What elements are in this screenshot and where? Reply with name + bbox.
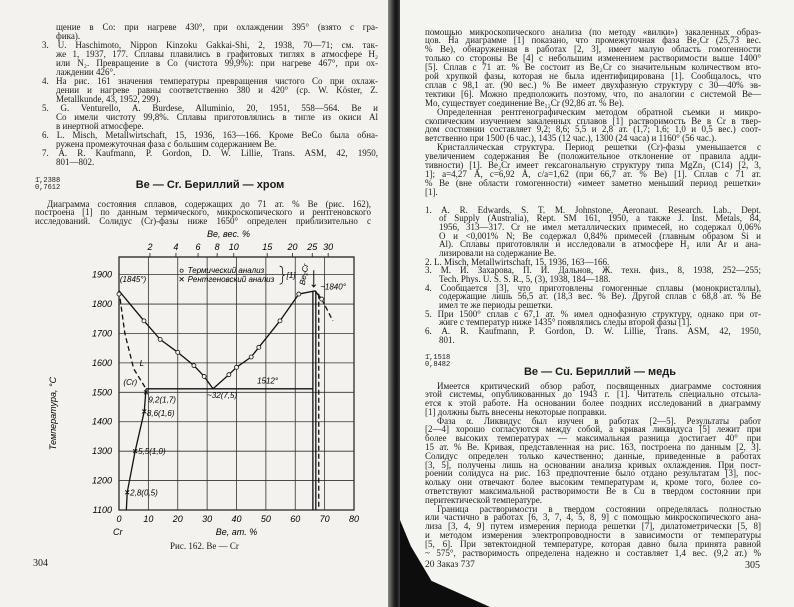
text-line: лиза [3, 4, 9] путем измерения периода решетки [7], дилатометрически [5, 8]	[425, 521, 761, 532]
text-line: 7. A. R. Kaufmann, P. Gordon, D. W. Lillie, Trans. ASM, 42, 1950,	[42, 148, 378, 158]
text-line: 3. U. Haschimoto, Nippon Kinzoku Gakkai-Shi, 2, 1938, 70—71; см. так-	[42, 40, 378, 50]
code-line: 0,7612	[35, 184, 61, 192]
x-tick-label: 70	[319, 514, 330, 524]
text-line: дом состоянии составляет 9,2; 8,6; 5,5 и 2,8 ат. (1,7; 1,6; 1,0 и 0,5 вес.) соот-	[425, 124, 761, 135]
footer-signature: 20 Заказ 737	[425, 560, 475, 570]
text-line: помощью микроскопического анализа (по методу «вилки») закаленных образ-	[425, 26, 761, 37]
text-line: 3. М. И. Захарова, П. И. Дальнов, Ж. техн. физ., 8, 1938, 252—255;	[425, 265, 761, 276]
text-line: увеличением содержания Be (положительное отклонение от правила адди-	[425, 151, 761, 162]
text-line: of Supply (Australia), Rept. SM 161, 1950, а также J. Inst. Metals, 84,	[439, 213, 761, 224]
y-tick-label: 1500	[91, 387, 112, 398]
phase-diagram	[0, 225, 392, 555]
text-line: 5. G. Venturello, A. Burdese, Alluminio, 20, 1951, 558—564. Be и	[42, 103, 378, 113]
y-axis-title: Температура, °C	[48, 376, 58, 451]
x2-tick-label: 15	[262, 242, 273, 252]
right-page	[400, 0, 794, 607]
text-line: же 1, 1937, 177. Сплавы плавились в графитовых тиглях в атмосфере H₂	[56, 49, 378, 59]
text-line: перитектической температуре.	[425, 494, 543, 505]
code-line: 1̄,1518	[425, 354, 451, 362]
text-line: 5. При 1500° сплав с 67,1 ат. % имел однофазную структуру, однако при от-	[425, 308, 761, 319]
text-line: Диаграмма состояния сплавов, содержащих до 71 ат. % Be (рис. 162),	[47, 199, 371, 209]
text-line: кольку они отвечают более высоким температурам и, кроме того, более со-	[425, 477, 761, 488]
annotation: (1845°)	[119, 275, 147, 285]
text-line: в инертной атмосфере.	[56, 121, 144, 131]
text-line: Фаза α. Ликвидус был изучен в работах [2—5]. Результаты работ	[437, 415, 761, 426]
text-line: исследований. Солидус (Cr)-фазы ниже 1650° определен приблизительно с	[35, 215, 371, 226]
series-liquidus-left	[119, 291, 213, 389]
series-liquidus-extension	[322, 299, 333, 321]
text-line: [1].	[425, 186, 438, 197]
legend-reference: [1]	[286, 271, 296, 281]
text-line: Co имели чистоту 99,8%. Сплавы приготовлялись в тигле из окиси Al	[56, 112, 378, 122]
x2-tick-label: 4	[173, 242, 179, 252]
page-number: 305	[745, 560, 760, 571]
code-line: 0,8482	[425, 361, 451, 369]
thermal-analysis-point	[158, 337, 162, 341]
text-line: 6. L. Misch, Metallwirtschaft, 15, 1936, 163—166. Кроме BeCo была обна-	[42, 130, 378, 140]
page-number: 304	[33, 558, 48, 569]
text-line: 4. Сообщается [3], что приготовлены гомогенные сплавы (монокристаллы),	[425, 282, 761, 293]
left-page	[0, 0, 392, 607]
text-line: [5, 6]. При эвтектоидной температуре, которая давно была принята равной	[425, 538, 761, 549]
text-line: 15 ат. % Be. Кривая, представленная на рис. 163, построена по данным [2, 3].	[425, 442, 761, 453]
y-tick-label: 1200	[91, 475, 112, 486]
text-line: имел те же периоды решетки.	[439, 299, 553, 310]
thermal-analysis-point	[227, 373, 231, 377]
y-tick-label: 1400	[91, 416, 112, 427]
x-tick-label: 30	[202, 514, 213, 524]
text-line: и методом измерения электропроводности в зависимости от температуры	[425, 530, 761, 541]
annotation: ~32(7,5)	[207, 391, 238, 401]
text-line: 2. L. Misch, Metallwirtschaft, 15, 1936, 163—166.	[425, 256, 610, 267]
x-tick-label: 80	[348, 514, 360, 524]
thermal-analysis-point	[257, 345, 261, 349]
text-line: лаждении 426°.	[56, 67, 116, 77]
text-line: лизировали на содержание Be.	[439, 247, 557, 258]
text-line: % Be), обнаруженная в работах [2, 3], имеет малую область гомогенности	[425, 44, 761, 55]
text-line: щение в Co: при нагреве 430°, при охлаждении 395° (взято с гра-	[56, 22, 378, 32]
section-title: Be — Cu. Бериллий — медь	[523, 366, 677, 378]
intro-paragraph	[35, 200, 371, 225]
text-line: [2—4] хорошо согласуются между собой, а кривая ликвидуса [5] лежит при	[425, 424, 761, 435]
figure-caption: Рис. 162. Be — Cr	[170, 541, 239, 551]
arrow-icon	[312, 270, 316, 287]
thermal-analysis-point	[142, 319, 146, 323]
thermal-analysis-point	[176, 350, 180, 354]
legend-thermal-marker	[180, 269, 183, 272]
annotation: 5,5(1,0)	[138, 447, 166, 457]
code-line: 1̄,2388	[35, 177, 61, 185]
text-line: скопическим изучением закаленных сплавов [1] растворимость Be в Cr в твер-	[425, 115, 761, 126]
text-line: [1] должны быть внесены некоторые поправки.	[425, 406, 607, 417]
legend-brace	[280, 266, 285, 284]
y-tick-label: 1900	[91, 269, 112, 280]
thermal-analysis-point	[297, 292, 301, 296]
x-origin-label: Cr	[113, 527, 123, 537]
x2-tick-label: 10	[228, 242, 239, 252]
text-line: 801—802.	[56, 157, 95, 167]
annotation: 2,8(0,5)	[130, 488, 158, 498]
y-tick-label: 1300	[91, 446, 112, 457]
text-line: O и <0,001% N; Be содержал 0,84% примесей (главным образом Si и	[439, 230, 761, 241]
text-line: ружена промежуточная фаза с большим содержанием Be.	[56, 139, 277, 149]
x2-tick-label: 30	[323, 242, 334, 252]
section-code	[425, 355, 450, 369]
x-tick-label: 10	[143, 514, 154, 524]
text-line: Al). Сплавы приготовляли и исследовали в атмосфере H₂ или Ar и ана-	[439, 239, 761, 250]
text-line: только со стороны Be [4] с небольшим изменением растворимости выше 1400°	[425, 53, 761, 64]
text-line: Кристаллическая структура. Период решетки (Cr)-фазы уменьшается с	[437, 142, 761, 153]
x2-axis-title: Be, вес. %	[207, 229, 250, 239]
annotation: 1512°	[257, 376, 279, 386]
text-line: 1956, 313—317. Cr не имел металлических примесей, но содержал 0,06%	[439, 221, 761, 232]
text-line: Солидус определен только качественно; данные, приведенные в работах	[425, 450, 761, 461]
legend-xray-marker	[180, 277, 184, 281]
legend-entry: Термический анализ	[187, 266, 265, 276]
text-line: 801.	[439, 334, 455, 345]
y-tick-label: 1700	[91, 328, 112, 339]
text-line: более высоких температурах — максимальная разница достигает 40° при	[425, 433, 761, 444]
text-line: 6. A. R. Kaufmann, P. Gordon, D. W. Lillie, Trans. ASM, 42, 1950,	[425, 325, 761, 336]
series-solidus-Cr	[119, 291, 146, 389]
section-title: Be — Cr. Бериллий — хром	[135, 179, 285, 191]
text-line: или частично в работах [6, 3, 7, 4, 5, 8, 9] с помощью микроскопического ана-	[425, 512, 761, 523]
text-line: тектики [6]. Можно предположить поэтому, что, по аналогии с системой Be—	[425, 88, 761, 99]
text-line: фика).	[56, 31, 81, 41]
text-line: ется к этой работе. На основании более поздних исследований в диаграмму	[425, 398, 761, 409]
x-tick-label: 0	[116, 514, 122, 524]
text-line: 1. A. R. Edwards, S. T. M. Johnstone, Aeronaut. Research. Lab., Dept.	[425, 204, 761, 215]
x-tick-label: 20	[172, 514, 183, 524]
text-line: Граница растворимости в твердом состоянии определялась полностью	[437, 503, 761, 514]
text-line: Определенная рентгенографическим методом обратной съемки и микро-	[437, 106, 761, 117]
text-line: % Be (вне области гомогенности) «имеет заметно меньший период решетки»	[425, 177, 761, 188]
legend-entry: Рентгеновский анализ	[187, 275, 275, 285]
text-line: 4. На рис. 161 значения температуры превращения чистого Co при охлаж-	[42, 76, 378, 86]
text-line: роении солидуса на рис. 163 предпочтение было отдано результатам [3], пос-	[425, 468, 761, 479]
x2-tick-label: 6	[195, 242, 201, 252]
section-code	[35, 178, 60, 192]
left-references-block	[42, 23, 378, 167]
right-text-block	[425, 382, 761, 558]
thermal-analysis-point	[320, 297, 324, 301]
right-references-block	[425, 206, 761, 345]
annotation: (Cr)	[123, 377, 138, 387]
text-line: дении и нагреве равны соответственно 380 и 420° (ср. W. Köster, Z.	[56, 85, 378, 95]
text-line: построена [1] по данным термического, микроскопического и рентгеновского	[35, 207, 371, 218]
text-line: сплав с 98,1 ат. (90 вес.) % Be имеет двухфазную структуру с 30—40% эв-	[425, 79, 761, 90]
text-line: ~ 575°, растворимость определена надежно и составляет 1,4 вес. (9,2 ат.) %	[425, 547, 761, 558]
annotation: ~1840°	[320, 282, 346, 292]
thermal-analysis-point	[117, 292, 121, 296]
x2-tick-label: 2	[147, 242, 153, 252]
text-line: ветственно при 1500 (6 час.), 1435 (12 час.), 1300 (24 часа) и 1160° (56 час.).	[425, 133, 717, 144]
annotation: Be₂Cr	[297, 263, 311, 286]
thermal-analysis-point	[202, 374, 206, 378]
thermal-analysis-point	[249, 355, 253, 359]
annotation: 8,6(1,6)	[146, 408, 175, 418]
text-line: этой системы, опубликованных до 1943 г. [1]. Читатель специально отсыла-	[425, 389, 761, 400]
x2-tick-label: 8	[214, 242, 220, 252]
text-line: содержащие лишь 56,5 ат. (18,3 вес. % Be). Другой сплав с 68,8 ат. % Be	[439, 291, 761, 302]
y-tick-label: 1800	[91, 299, 112, 310]
text-line: [5]. Сплав с 71 ат. % Be состоит из Be₂Cr со значительным количеством вто-	[425, 62, 761, 73]
y-tick-label: 1100	[92, 505, 112, 515]
thermal-analysis-point	[235, 365, 239, 369]
text-line: Имеется критический обзор работ, посвященных диаграмме состояния	[437, 380, 761, 391]
x2-tick-label: 20	[287, 242, 298, 252]
thermal-analysis-point	[278, 319, 282, 323]
text-line: жиге с температур ниже 1435° появлялись следы второй фазы [1].	[439, 317, 692, 328]
text-line: [3, 5], получены лишь на основании анализа кривых охлаждения. При пост-	[425, 459, 761, 470]
y-tick-label: 1600	[91, 357, 112, 368]
x-tick-label: 60	[290, 514, 301, 524]
text-line: тивности) [1]. Be₂Cr имеет гексагональную структуру типа MgZn₂ (C14) [2, 3,	[425, 160, 761, 171]
thermal-analysis-point	[192, 364, 196, 368]
x-tick-label: 40	[231, 514, 242, 524]
x-axis-title: Be, ат. %	[215, 527, 258, 537]
annotation: 9,2(1,7)	[148, 395, 176, 405]
text-line: Tech. Phys. U. S. S. R., 5, (3), 1938, 184—188.	[439, 273, 611, 284]
text-line: Mo, существует соединение Be₁₂Cr (92,86 ат. % Be).	[425, 97, 625, 108]
text-line: рой хрупкой фазы, которая не была идентифицирована [1]. Сообщалось, что	[425, 71, 761, 82]
text-line: Metallkunde, 43, 1952, 299).	[56, 94, 161, 104]
x-tick-label: 50	[260, 514, 271, 524]
x2-tick-label: 25	[307, 242, 318, 252]
annotation: L	[139, 358, 145, 368]
text-line: цов. На диаграмме [1] показано, что промежуточная фаза Be₂Cr (25,73 вес.	[425, 35, 761, 46]
text-line: ответствуют максимальной растворимости Be в Cu в твердом состоянии при	[425, 486, 761, 497]
right-text-block	[425, 28, 761, 197]
text-line: 1]; a=4,27 Å, c=6,92 Å, c/a=1,62 (при 66,7 ат. % Be) [1]. Сплав с 71 ат.	[425, 169, 761, 179]
text-line: или N₂. Превращение в Co (чистота 99,9%): при нагреве 467°, при ох-	[56, 58, 378, 68]
